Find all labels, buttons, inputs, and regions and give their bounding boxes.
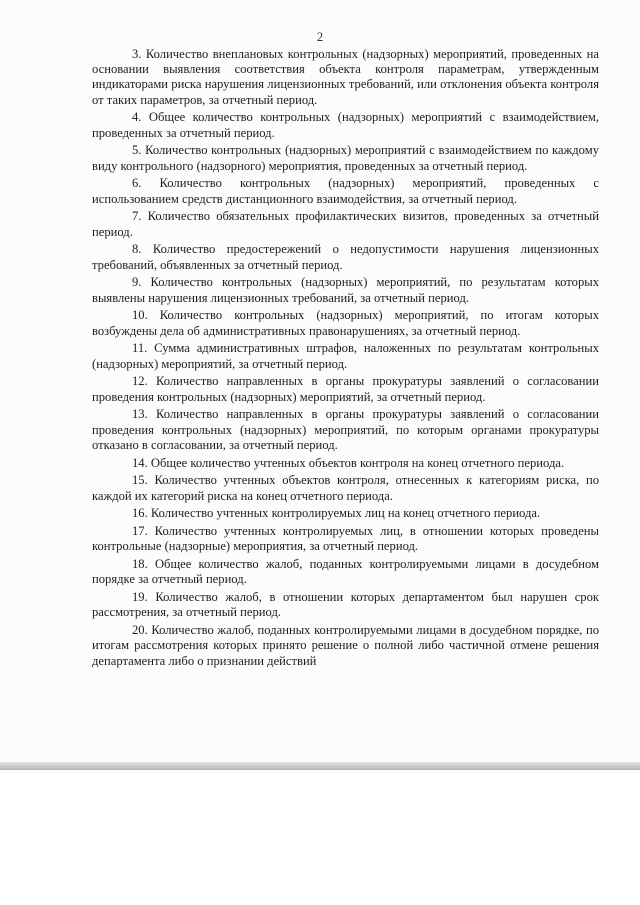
document-body [92, 47, 599, 671]
paragraph-12: 12. Количество направленных в органы прокуратуры заявлений о согласовании проведения контрольных (надзорных) мероприятий, за отчетный период. [92, 374, 599, 404]
paragraph-9: 9. Количество контрольных (надзорных) мероприятий, по результатам которых выявлены нарушения лицензионных требований, за отчетный период. [92, 275, 599, 305]
paragraph-13: 13. Количество направленных в органы прокуратуры заявлений о согласовании проведения контрольных (надзорных) мероприятий, по которым органами прокуратуры отказано в согласовании, за отчетный период. [92, 407, 599, 452]
paragraph-14: 14. Общее количество учтенных объектов контроля на конец отчетного периода. [132, 455, 565, 470]
paragraph-18: 18. Общее количество жалоб, поданных контролируемыми лицами в досудебном порядке за отчетный период. [92, 557, 599, 587]
paragraph-10: 10. Количество контрольных (надзорных) мероприятий, по итогам которых возбуждены дела об административных правонарушениях, за отчетный период. [92, 308, 599, 338]
page-number: 2 [316, 30, 324, 44]
paragraph-16: 16. Количество учтенных контролируемых лиц на конец отчетного периода. [132, 506, 541, 521]
paragraph-19: 19. Количество жалоб, в отношении которых департаментом был нарушен срок рассмотрения, за отчетный период. [92, 590, 599, 620]
paragraph-7: 7. Количество обязательных профилактических визитов, проведенных за отчетный период. [92, 209, 599, 239]
paragraph-20: 20. Количество жалоб, поданных контролируемыми лицами в досудебном порядке, по итогам рассмотрения которых принято решение о полной либо частичной отмене решения департамента либо о признании действий [92, 623, 599, 668]
paragraph-6: 6. Количество контрольных (надзорных) мероприятий, проведенных с использованием средств дистанционного взаимодействия, за отчетный период. [92, 176, 599, 206]
paragraph-15: 15. Количество учтенных объектов контроля, отнесенных к категориям риска, по каждой их категорий риска на конец отчетного периода. [92, 473, 599, 503]
paragraph-4: 4. Общее количество контрольных (надзорных) мероприятий с взаимодействием, проведенных за отчетный период. [92, 110, 599, 140]
paragraph-11: 11. Сумма административных штрафов, наложенных по результатам контрольных (надзорных) мероприятий, за отчетный период. [92, 341, 599, 371]
paragraph-5: 5. Количество контрольных (надзорных) мероприятий с взаимодействием по каждому виду контрольного (надзорного) мероприятия, проведенных за отчетный период. [92, 143, 599, 173]
paragraph-8: 8. Количество предостережений о недопустимости нарушения лицензионных требований, объявленных за отчетный период. [92, 242, 599, 272]
scan-bottom-edge [0, 762, 640, 770]
paragraph-3: 3. Количество внеплановых контрольных (надзорных) мероприятий, проведенных на основании выявления соответствия объекта контроля параметрам, утвержденным индикаторами риска нарушения лицензионных требований, или отклонения объекта контроля от таких параметров, за отчетный период. [92, 47, 599, 107]
paragraph-17: 17. Количество учтенных контролируемых лиц, в отношении которых проведены контрольные (надзорные) мероприятия, за отчетный период. [92, 524, 599, 554]
